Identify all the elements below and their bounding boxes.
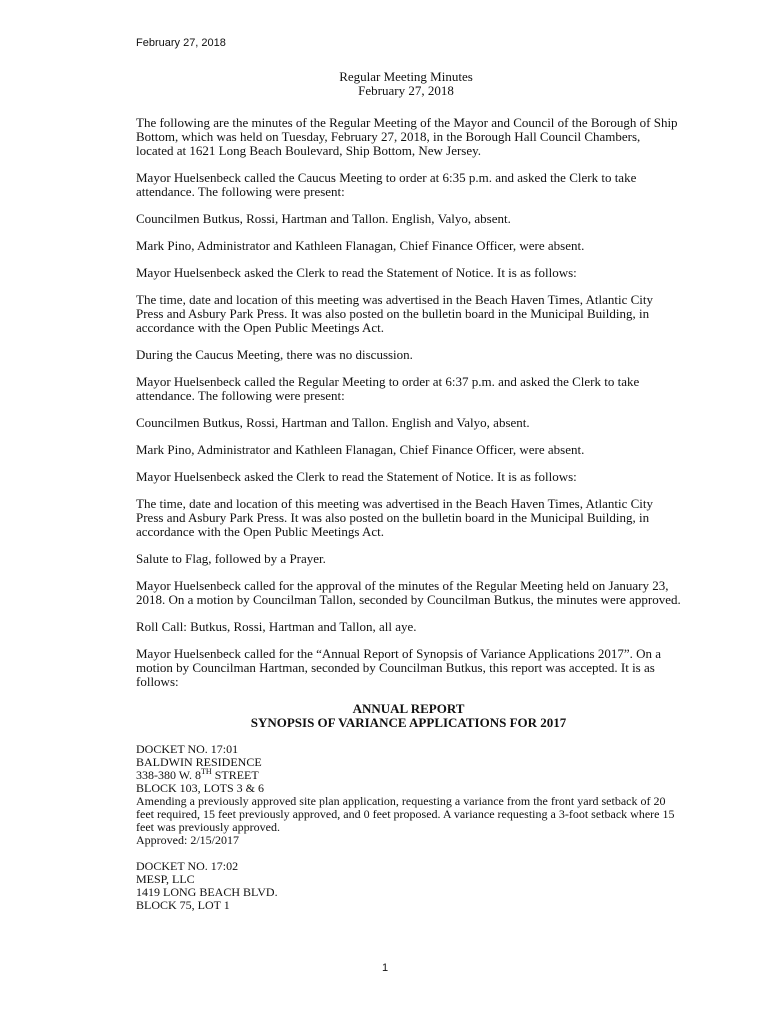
paragraph: During the Caucus Meeting, there was no discussion. xyxy=(136,347,413,362)
paragraph: The following are the minutes of the Regular Meeting of the Mayor and Council of the Borough of Ship Bottom, which was held on Tuesday, February 27, 2018, in the Borough Hall Council Chambers, located at 1621 Long Beach Boulevard, Ship Bottom, New Jersey. xyxy=(136,115,678,158)
paragraph: Councilmen Butkus, Rossi, Hartman and Tallon. English and Valyo, absent. xyxy=(136,415,530,430)
paragraph: Mark Pino, Administrator and Kathleen Flanagan, Chief Finance Officer, were absent. xyxy=(136,238,585,253)
docket-approved: Approved: 2/15/2017 xyxy=(136,833,239,847)
docket-number: DOCKET NO. 17:02 xyxy=(136,859,239,873)
minutes-body xyxy=(136,116,681,925)
docket-applicant: MESP, LLC xyxy=(136,872,195,886)
paragraph: Mayor Huelsenbeck asked the Clerk to read the Statement of Notice. It is as follows: xyxy=(136,265,577,280)
report-title-line-1: ANNUAL REPORT xyxy=(352,701,465,716)
paragraph: The time, date and location of this meeting was advertised in the Beach Haven Times, Atlantic City Press and Asbury Park Press. It was also posted on the bulletin board in the Municipal Building, in accordance with the Open Public Meetings Act. xyxy=(136,496,653,539)
paragraph: Mayor Huelsenbeck called for the approval of the minutes of the Regular Meeting held on January 23, 2018. On a motion by Councilman Tallon, seconded by Councilman Butkus, the minutes were approved. xyxy=(136,578,681,607)
paragraph: Mark Pino, Administrator and Kathleen Flanagan, Chief Finance Officer, were absent. xyxy=(136,442,585,457)
page-number: 1 xyxy=(381,962,389,974)
paragraph: The time, date and location of this meeting was advertised in the Beach Haven Times, Atlantic City Press and Asbury Park Press. It was also posted on the bulletin board in the Municipal Building, in accordance with the Open Public Meetings Act. xyxy=(136,292,653,335)
paragraph: Roll Call: Butkus, Rossi, Hartman and Tallon, all aye. xyxy=(136,619,417,634)
title-line-2: February 27, 2018 xyxy=(358,83,454,98)
docket-entry xyxy=(136,743,681,847)
address-ordinal: TH xyxy=(201,767,212,776)
docket-block: BLOCK 103, LOTS 3 & 6 xyxy=(136,781,265,795)
paragraph: Mayor Huelsenbeck asked the Clerk to read the Statement of Notice. It is as follows: xyxy=(136,469,577,484)
paragraph: Mayor Huelsenbeck called for the “Annual Report of Synopsis of Variance Applications 2017”. On a motion by Councilman Hartman, seconded by Councilman Butkus, this report was accepted. It is as follows: xyxy=(136,646,662,689)
docket-description: Amending a previously approved site plan application, requesting a variance from the front yard setback of 20 feet required, 15 feet previously approved, and 0 feet proposed. A variance requesting a 3-foot setback where 15 feet was previously approved. xyxy=(136,794,675,834)
header-date: February 27, 2018 xyxy=(136,37,226,49)
docket-applicant: BALDWIN RESIDENCE xyxy=(136,755,262,769)
docket-number: DOCKET NO. 17:01 xyxy=(136,742,239,756)
paragraph: Mayor Huelsenbeck called the Caucus Meeting to order at 6:35 p.m. and asked the Clerk to take attendance. The following were present: xyxy=(136,170,637,199)
paragraph: Salute to Flag, followed by a Prayer. xyxy=(136,551,326,566)
address-street: STREET xyxy=(211,768,259,782)
report-title xyxy=(136,702,681,730)
docket-address: 1419 LONG BEACH BLVD. xyxy=(136,885,278,899)
docket-entry xyxy=(136,860,681,912)
paragraph: Councilmen Butkus, Rossi, Hartman and Tallon. English, Valyo, absent. xyxy=(136,211,511,226)
minutes-title xyxy=(136,70,676,98)
address-text: 338-380 W. 8 xyxy=(136,768,202,782)
report-title-line-2: SYNOPSIS OF VARIANCE APPLICATIONS FOR 2017 xyxy=(250,715,567,730)
title-line-1: Regular Meeting Minutes xyxy=(339,69,473,84)
paragraph: Mayor Huelsenbeck called the Regular Meeting to order at 6:37 p.m. and asked the Clerk to take attendance. The following were present: xyxy=(136,374,640,403)
docket-block: BLOCK 75, LOT 1 xyxy=(136,898,230,912)
